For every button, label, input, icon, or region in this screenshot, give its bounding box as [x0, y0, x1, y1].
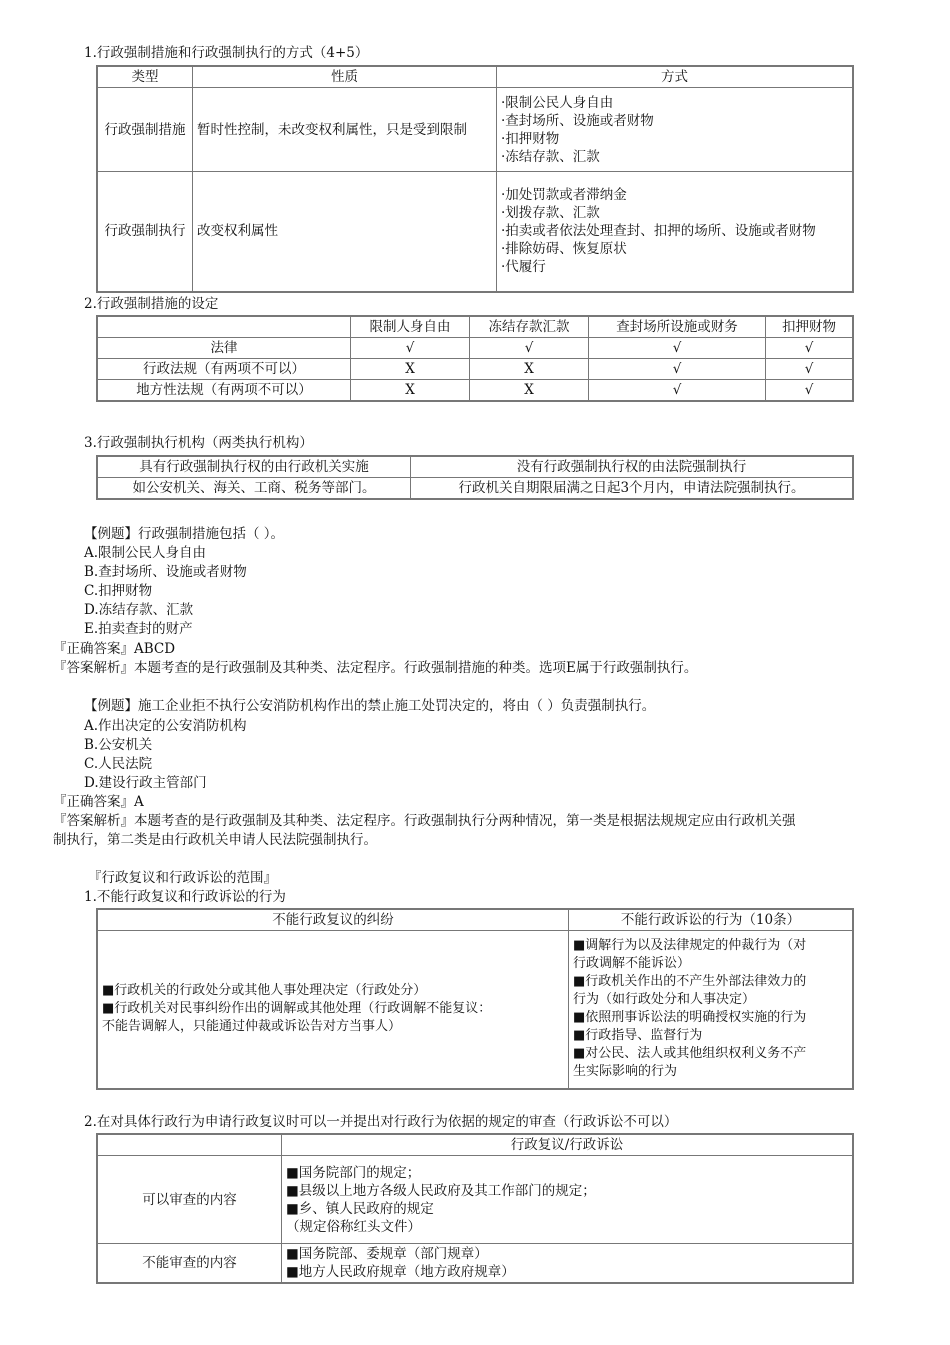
row-label: 地方性法规（有两项不可以）	[97, 380, 351, 402]
court-cell: 行政机关自期限届满之日起3个月内，申请法院强制执行。	[411, 478, 854, 500]
mark-cell: √	[470, 338, 589, 359]
col-header-seal: 查封场所设施或财务	[589, 316, 766, 338]
example2-option-a: A.作出决定的公安消防机构	[84, 718, 247, 734]
example1-option-b: B.查封场所、设施或者财物	[84, 564, 247, 580]
col-header-review-litigation: 行政复议/行政诉讼	[282, 1134, 854, 1156]
mark-cell: √	[766, 359, 854, 380]
col-header-method: 方式	[497, 66, 854, 88]
example1-question: 【例题】行政强制措施包括（ ）。	[84, 526, 285, 542]
example1-answer: 『正确答案』ABCD	[53, 641, 176, 657]
col-header-no-review: 不能行政复议的纠纷	[97, 909, 569, 931]
example2-analysis-line2: 制执行，第二类是由行政机关申请人民法院强制执行。	[53, 832, 377, 848]
mark-cell: X	[470, 380, 589, 402]
example1-option-e: E.拍卖查封的财产	[84, 621, 193, 637]
nature-cell: 改变权利属性	[193, 172, 497, 292]
mark-cell: √	[589, 380, 766, 402]
example1-option-d: D.冻结存款、汇款	[84, 602, 194, 618]
mark-cell: X	[470, 359, 589, 380]
reviewable-content-cell: ■国务院部门的规定； ■县级以上地方各级人民政府及其工作部门的规定； ■乡、镇人民政府的规定 （规定俗称红头文件）	[282, 1156, 854, 1244]
no-review-cell: ■行政机关的行政处分或其他人事处理决定（行政处分） ■行政机关对民事纠纷作出的调解或其他处理（行政调解不能复议： 不能告调解人，只能通过仲裁或诉讼告对方当事人）	[97, 931, 569, 1089]
non-reviewable-table	[96, 908, 854, 1090]
mark-cell: √	[589, 338, 766, 359]
coercion-setting-table	[96, 315, 854, 402]
example2-answer: 『正确答案』A	[53, 794, 144, 810]
non-reviewable-content-cell: ■国务院部、委规章（部门规章） ■地方人民政府规章（地方政府规章）	[282, 1244, 854, 1284]
col-header-freeze: 冻结存款汇款	[470, 316, 589, 338]
row-label: 法律	[97, 338, 351, 359]
mark-cell: √	[589, 359, 766, 380]
example2-option-d: D.建设行政主管部门	[84, 775, 207, 791]
methods-cell: ·加处罚款或者滞纳金 ·划拨存款、汇款 ·拍卖或者依法处理查封、扣押的场所、设施或者财物 ·排除妨碍、恢复原状 ·代履行	[497, 172, 854, 292]
nature-cell: 暂时性控制，未改变权利属性，只是受到限制	[193, 88, 497, 172]
type-cell: 行政强制措施	[97, 88, 193, 172]
col-header-blank	[97, 316, 351, 338]
row-label: 行政法规（有两项不可以）	[97, 359, 351, 380]
col-header-blank	[97, 1134, 282, 1156]
section2-heading: 2.行政强制措施的设定	[84, 296, 219, 312]
example2-analysis-line1: 『答案解析』本题考查的是行政强制及其种类、法定程序。行政强制执行分两种情况，第一类是根据法规规定应由行政机关强	[53, 813, 796, 829]
col-header-detain: 扣押财物	[766, 316, 854, 338]
col-header-type: 类型	[97, 66, 193, 88]
example2-option-c: C.人民法院	[84, 756, 153, 772]
enforcement-agency-table	[96, 455, 854, 500]
mark-cell: √	[766, 338, 854, 359]
mark-cell: √	[351, 338, 470, 359]
example1-option-a: A.限制公民人身自由	[84, 545, 207, 561]
example2-question: 【例题】施工企业拒不执行公安消防机构作出的禁止施工处罚决定的，将由（ ）负责强制执行。	[84, 698, 656, 714]
admin-cell: 如公安机关、海关、工商、税务等部门。	[97, 478, 411, 500]
section5-heading: 2.在对具体行政行为申请行政复议时可以一并提出对行政行为依据的规定的审查（行政诉讼不可以）	[84, 1114, 678, 1130]
example1-analysis: 『答案解析』本题考查的是行政强制及其种类、法定程序。行政强制措施的种类。选项E属于行政强制执行。	[53, 660, 698, 676]
section1-heading: 1.行政强制措施和行政强制执行的方式（4+5）	[84, 45, 369, 61]
type-cell: 行政强制执行	[97, 172, 193, 292]
row-label: 可以审查的内容	[97, 1156, 282, 1244]
coercion-methods-table	[96, 65, 854, 293]
col-header-court: 没有行政强制执行权的由法院强制执行	[411, 456, 854, 478]
review-litigation-title: 『行政复议和行政诉讼的范围』	[88, 870, 277, 886]
mark-cell: X	[351, 380, 470, 402]
section3-heading: 3.行政强制执行机构（两类执行机构）	[84, 435, 313, 451]
review-scope-table	[96, 1133, 854, 1284]
mark-cell: X	[351, 359, 470, 380]
example1-option-c: C.扣押财物	[84, 583, 153, 599]
mark-cell: √	[766, 380, 854, 402]
col-header-personal-freedom: 限制人身自由	[351, 316, 470, 338]
col-header-admin: 具有行政强制执行权的由行政机关实施	[97, 456, 411, 478]
row-label: 不能审查的内容	[97, 1244, 282, 1284]
no-litigation-cell: ■调解行为以及法律规定的仲裁行为（对 行政调解不能诉讼） ■行政机关作出的不产生外部法律效力的 行为（如行政处分和人事决定） ■依照刑事诉讼法的明确授权实施的行为 ■行政指导、监督行为 ■对公民、法人或其他组织权利义务不产 生实际影响的行为	[569, 931, 854, 1089]
methods-cell: ·限制公民人身自由 ·查封场所、设施或者财物 ·扣押财物 ·冻结存款、汇款	[497, 88, 854, 172]
col-header-no-litigation: 不能行政诉讼的行为（10条）	[569, 909, 854, 931]
example2-option-b: B.公安机关	[84, 737, 153, 753]
col-header-nature: 性质	[193, 66, 497, 88]
section4-heading: 1.不能行政复议和行政诉讼的行为	[84, 889, 286, 905]
